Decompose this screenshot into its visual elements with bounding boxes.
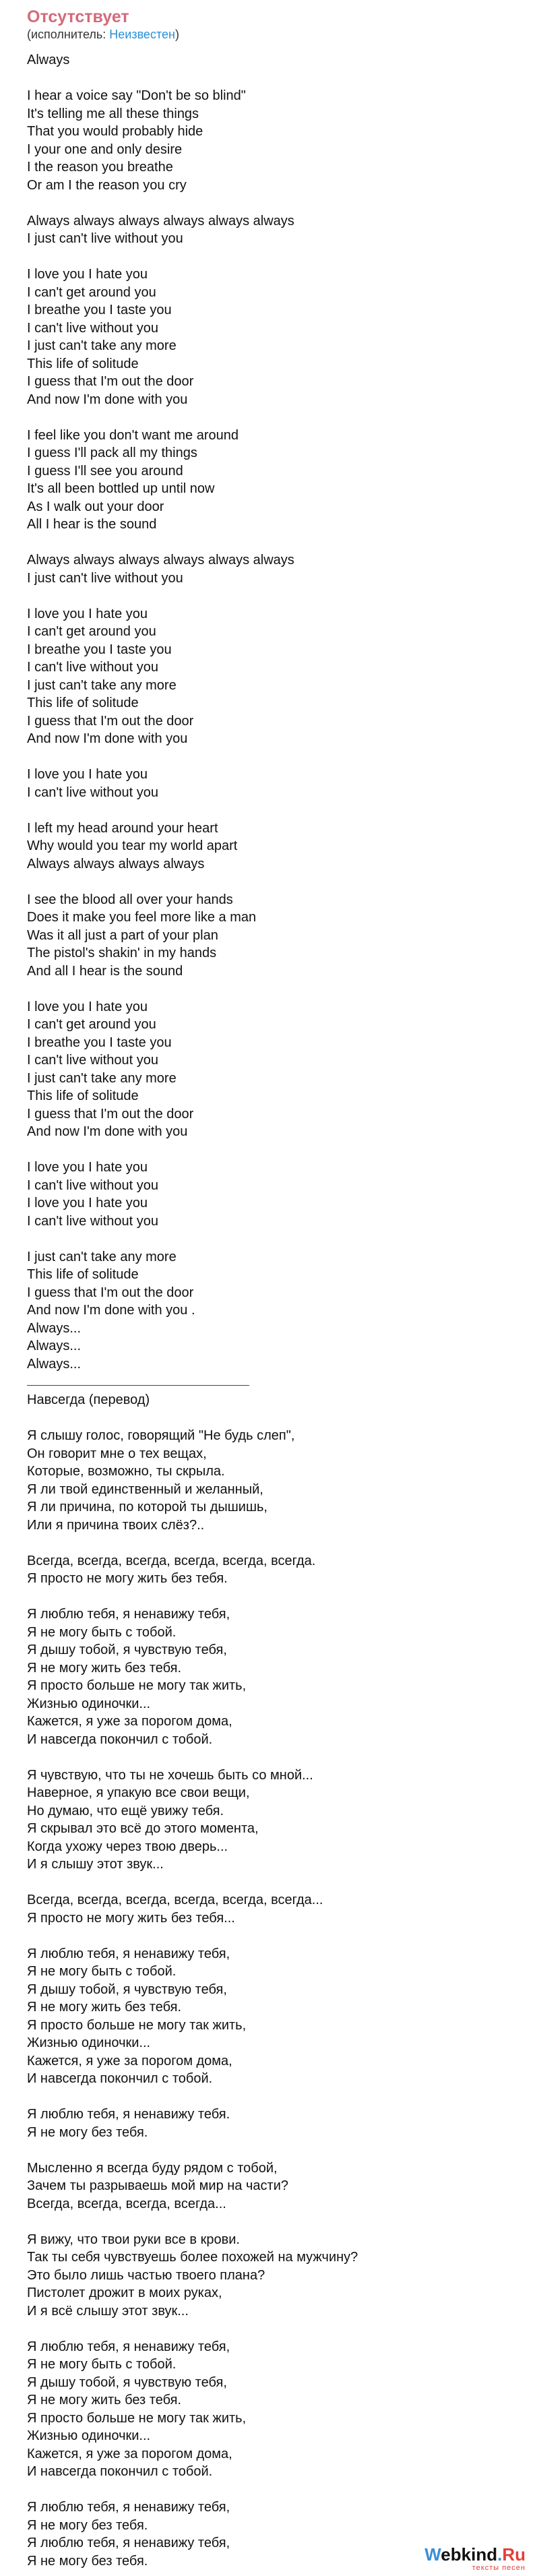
separator-line	[27, 1385, 249, 1386]
original-lyrics: Always I hear a voice say "Don't be so blind" It's telling me all these things That you would probably hide I your one and only desire I the reason you breathe Or am I the reason you cry Always always always always always always I just can't live without you I love you I hate you I can't get around you I breathe you I taste you I can't live without you I just can't take any more This life of solitude I guess that I'm out the door And now I'm done with you I feel like you don't want me around I guess I'll pack all my things I guess I'll see you around It's all been bottled up until now As I walk out your door All I hear is the sound Always always always always always always I just can't live without you I love you I hate you I can't get around you I breathe you I taste you I can't live without you I just can't take any more This life of solitude I guess that I'm out the door And now I'm done with you I love you I hate you I can't live without you I left my head around your heart Why would you tear my world apart Always always always always I see the blood all over your hands Does it make you feel more like a man Was it all just a part of your plan The pistol's shakin' in my hands And all I hear is the sound I love you I hate you I can't get around you I breathe you I taste you I can't live without you I just can't take any more This life of solitude I guess that I'm out the door And now I'm done with you I love you I hate you I can't live without you I love you I hate you I can't live without you I just can't take any more This life of solitude I guess that I'm out the door And now I'm done with you . Always... Always... Always...	[27, 53, 294, 1372]
logo-dot: .	[497, 2544, 503, 2565]
logo-ebkind: ebkind	[441, 2544, 498, 2565]
logo-w: W	[424, 2544, 441, 2565]
artist-prefix: (исполнитель:	[27, 28, 110, 41]
artist-link[interactable]: Неизвестен	[109, 28, 175, 41]
artist-line	[27, 27, 512, 42]
translation-heading: Навсегда (перевод)	[27, 1392, 150, 1407]
logo-ru: Ru	[502, 2544, 526, 2565]
artist-suffix: )	[175, 28, 179, 41]
song-title: Отсутствует	[27, 7, 129, 26]
webkind-logo[interactable]	[424, 2545, 526, 2572]
logo-wordmark	[424, 2545, 526, 2564]
logo-tagline: тексты песен	[472, 2564, 526, 2572]
translated-lyrics: Я слышу голос, говорящий "Не будь слеп", Он говорит мне о тех вещах, Которые, возможно, ты скрыла. Я ли твой единственный и желанный, Я ли причина, по которой ты дышишь, Или я причина твоих слёз?.. Всегда, всегда, всегда, всегда, всегда, всегда. Я просто не могу жить без тебя. Я люблю тебя, я ненавижу тебя, Я не могу быть с тобой. Я дышу тобой, я чувствую тебя, Я не могу жить без тебя. Я просто больше не могу так жить, Жизнью одиночки... Кажется, я уже за порогом дома, И навсегда покончил с тобой. Я чувствую, что ты не хочешь быть со мной... Наверное, я упакую все свои вещи, Но думаю, что ещё увижу тебя. Я скрывал это всё до этого момента, Когда ухожу через твою дверь... И я слышу этот звук... Всегда, всегда, всегда, всегда, всегда, всегда... Я просто не могу жить без тебя... Я люблю тебя, я ненавижу тебя, Я не могу быть с тобой. Я дышу тобой, я чувствую тебя, Я не могу жить без тебя. Я просто больше не могу так жить, Жизнью одиночки... Кажется, я уже за порогом дома, И навсегда покончил с тобой. Я люблю тебя, я ненавижу тебя. Я не могу без тебя. Мысленно я всегда буду рядом с тобой, Зачем ты разрываешь мой мир на части? Всегда, всегда, всегда, всегда... Я вижу, что твои руки все в крови. Так ты себя чувствуешь более похожей на мужчину? Это было лишь частью твоего плана? Пистолет дрожит в моих руках, И я всё слышу этот звук... Я люблю тебя, я ненавижу тебя, Я не могу быть с тобой. Я дышу тобой, я чувствую тебя, Я не могу жить без тебя. Я просто больше не могу так жить, Жизнью одиночки... Кажется, я уже за порогом дома, И навсегда покончил с тобой. Я люблю тебя, я ненавижу тебя, Я не могу без тебя. Я люблю тебя, я ненавижу тебя, Я не могу без тебя.	[27, 1428, 358, 2569]
